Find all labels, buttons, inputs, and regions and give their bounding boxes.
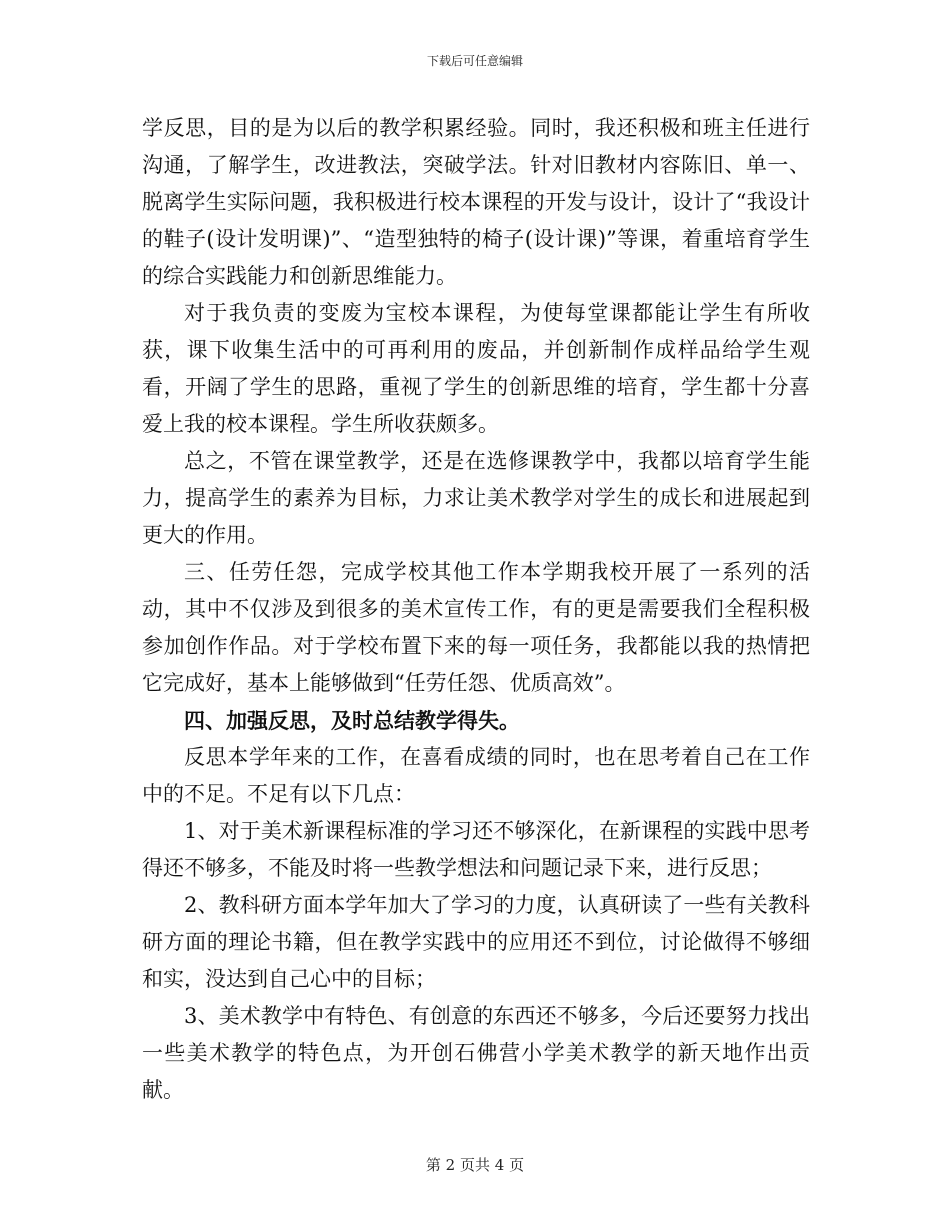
paragraph-section-three: 三、任劳任怨，完成学校其他工作本学期我校开展了一系列的活动，其中不仅涉及到很多的美术宣传工作，有的更是需要我们全程积极参加创作作品。对于学校布置下来的每一项任务，我都能以我的热情把它完成好，基本上能够做到“任劳任怨、优质高效”。 <box>142 560 810 695</box>
section-heading-four: 四、加强反思，及时总结教学得失。 <box>184 708 520 733</box>
paragraph-summary: 总之，不管在课堂教学，还是在选修课教学中，我都以培育学生能力，提高学生的素养为目标，力求让美术教学对学生的成长和进展起到更大的作用。 <box>142 449 810 547</box>
page-footer: 第 2 页共 4 页 <box>425 1156 525 1174</box>
list-item-shortcoming-1: 1、对于美术新课程标准的学习还不够深化，在新课程的实践中思考得还不够多，不能及时将一些教学想法和问题记录下来，进行反思； <box>142 819 810 880</box>
paragraph-reflection-continued: 学反思，目的是为以后的教学积累经验。同时，我还积极和班主任进行沟通，了解学生，改进教法，突破学法。针对旧教材内容陈旧、单一、脱离学生实际问题，我积极进行校本课程的开发与设计，设计了“我设计的鞋子(设计发明课)”、“造型独特的椅子(设计课)”等课，着重培育学生的综合实践能力和创新思维能力。 <box>142 116 810 288</box>
paragraph-shortcomings-intro: 反思本学年来的工作，在喜看成绩的同时，也在思考着自己在工作中的不足。不足有以下几点： <box>142 745 810 806</box>
page-header: 下载后可任意编辑 <box>426 54 523 68</box>
list-item-shortcoming-2: 2、教科研方面本学年加大了学习的力度，认真研读了一些有关教科研方面的理论书籍，但在教学实践中的应用还不到位，讨论做得不够细和实，没达到自己心中的目标； <box>142 893 810 991</box>
document-body <box>142 110 810 1109</box>
paragraph-school-course: 对于我负责的变废为宝校本课程，为使每堂课都能让学生有所收获，课下收集生活中的可再利用的废品，并创新制作成样品给学生观看，开阔了学生的思路，重视了学生的创新思维的培育，学生都十分喜爱上我的校本课程。学生所收获颇多。 <box>142 301 810 436</box>
list-item-shortcoming-3: 3、美术教学中有特色、有创意的东西还不够多，今后还要努力找出一些美术教学的特色点，为开创石佛营小学美术教学的新天地作出贡献。 <box>142 1004 810 1102</box>
